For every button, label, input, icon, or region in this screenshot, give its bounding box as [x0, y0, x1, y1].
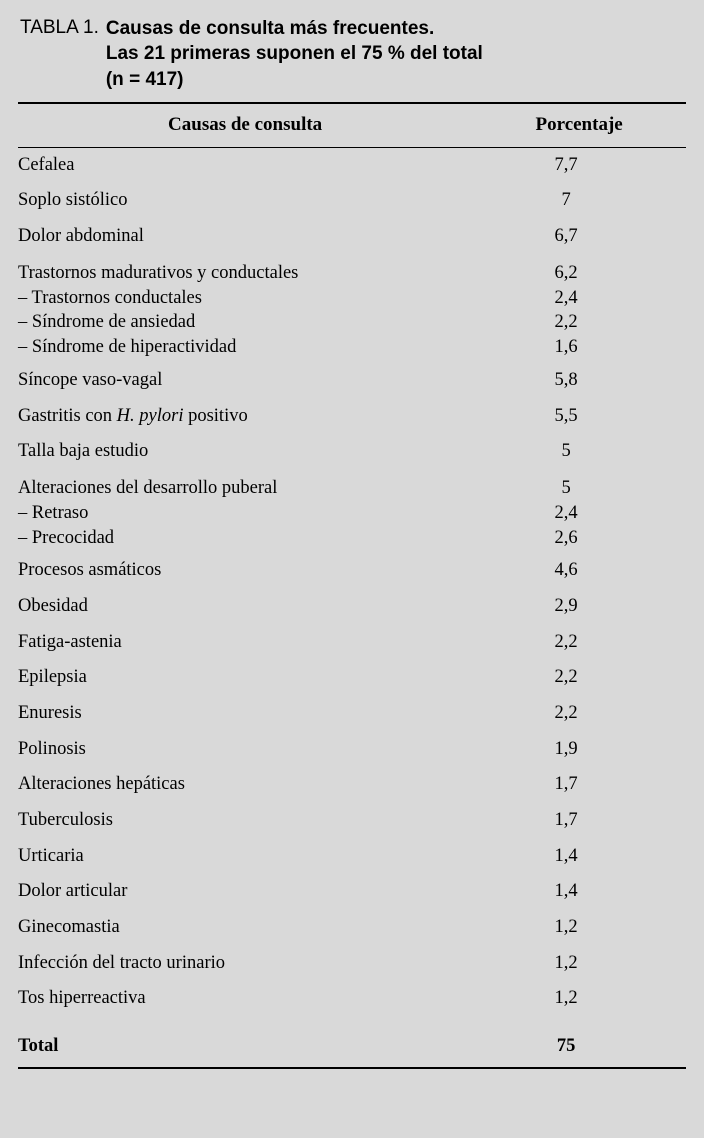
table-title-line-1: Causas de consulta más frecuentes. [105, 18, 435, 39]
cell-percent [472, 696, 686, 732]
cell-total-label: Total [18, 1036, 59, 1057]
cell-cause: Alteraciones hepáticas [18, 774, 185, 795]
percent-value: 1,4 [554, 845, 578, 866]
percent-value: 2,2 [554, 631, 578, 652]
percent-subvalue: 2,4 [554, 287, 578, 308]
table-row [18, 625, 686, 661]
percent-value: 7,7 [554, 154, 578, 175]
table-head [18, 104, 686, 148]
table-header-row [18, 104, 686, 148]
cell-percent [472, 219, 686, 255]
column-header-percent: Porcentaje [472, 104, 686, 148]
cell-percent [472, 803, 686, 839]
cell-cause: Polinosis [18, 738, 86, 759]
cause-main: Alteraciones del desarrollo puberal [18, 477, 278, 498]
cell-cause [18, 470, 472, 553]
cell-percent [472, 147, 686, 183]
percent-value: 2,2 [554, 667, 578, 688]
percent-value: 2,2 [554, 702, 578, 723]
cell-percent [472, 434, 686, 470]
table-row [18, 874, 686, 910]
cell-cause: Enuresis [18, 702, 82, 723]
table-caption [18, 14, 686, 98]
table-row [18, 839, 686, 875]
table-bottom-rule [18, 1067, 686, 1069]
cause-subitem: – Síndrome de hiperactividad [18, 337, 237, 358]
percent-value: 7 [561, 190, 571, 211]
cell-total-percent [472, 1029, 686, 1065]
cell-percent [472, 399, 686, 435]
table-row-group [18, 470, 686, 553]
table-row [18, 399, 686, 435]
table-row [18, 981, 686, 1017]
cell-cause: Dolor articular [18, 881, 128, 902]
cell-cause: Urticaria [18, 845, 84, 866]
table-row [18, 660, 686, 696]
cell-cause: Tuberculosis [18, 810, 113, 830]
cell-cause: Dolor abdominal [18, 226, 144, 247]
table-title [106, 16, 483, 92]
percent-value: 1,4 [554, 881, 578, 902]
percent-value: 6,2 [554, 262, 578, 283]
cell-percent [472, 470, 686, 553]
table-row [18, 147, 686, 183]
cause-subitem: – Retraso [18, 502, 89, 523]
cell-percent [472, 1017, 686, 1029]
percent-value: 4,6 [554, 560, 578, 581]
cell-cause: Cefalea [18, 154, 75, 175]
table-row [18, 553, 686, 589]
cell-percent [472, 732, 686, 768]
cell-cause [18, 1017, 472, 1029]
cell-percent [472, 946, 686, 982]
table-row [18, 434, 686, 470]
cell-cause [18, 255, 472, 363]
total-percent-value: 75 [556, 1036, 576, 1057]
cell-percent [472, 660, 686, 696]
percent-subvalue: 2,2 [554, 312, 578, 333]
cell-cause: Ginecomastia [18, 917, 120, 938]
percent-value: 5,8 [554, 369, 578, 390]
percent-value: 1,7 [554, 810, 578, 830]
cell-cause: Talla baja estudio [18, 441, 149, 462]
table-row [18, 696, 686, 732]
table-body [18, 147, 686, 1064]
percent-value: 6,7 [554, 226, 578, 247]
cause-main: Trastornos madurativos y conductales [18, 262, 299, 283]
percent-value: 1,2 [554, 952, 578, 973]
percent-value: 5,5 [554, 405, 578, 426]
cell-cause: Fatiga-astenia [18, 631, 122, 652]
table-total-row [18, 1029, 686, 1065]
percent-value: 2,9 [554, 595, 578, 616]
frequency-table [18, 104, 686, 1065]
table-row [18, 767, 686, 803]
percent-value: 1,9 [554, 738, 578, 759]
cell-percent [472, 981, 686, 1017]
table-number-label: TABLA 1. [20, 17, 99, 38]
table-row [18, 910, 686, 946]
table-row [18, 589, 686, 625]
cell-cause: Gastritis con H. pylori positivo [18, 405, 248, 426]
cell-percent [472, 183, 686, 219]
cell-percent [472, 363, 686, 399]
cell-percent [472, 625, 686, 661]
cell-cause: Obesidad [18, 595, 88, 616]
cell-cause: Epilepsia [18, 667, 87, 688]
table-row [18, 1017, 686, 1029]
cell-percent [472, 255, 686, 363]
cell-percent [472, 767, 686, 803]
table-title-line-3: (n = 417) [105, 68, 184, 90]
species-name: H. pylori [116, 405, 184, 426]
percent-value: 5 [561, 441, 571, 462]
cause-subitem: – Síndrome de ansiedad [18, 312, 196, 333]
table-row [18, 946, 686, 982]
cell-percent [472, 874, 686, 910]
cause-subitem: – Trastornos conductales [18, 287, 202, 308]
percent-value: 5 [561, 477, 571, 498]
cell-cause: Soplo sistólico [18, 190, 128, 211]
table-row-group [18, 255, 686, 363]
cell-percent [472, 910, 686, 946]
table-title-line-2: Las 21 primeras suponen el 75 % del total [105, 43, 483, 65]
percent-subvalue: 2,6 [554, 527, 578, 548]
percent-value: 1,2 [554, 988, 578, 1009]
percent-value: 1,7 [554, 774, 578, 795]
table-row [18, 363, 686, 399]
cell-cause: Síncope vaso-vagal [18, 369, 163, 390]
cause-subitem: – Precocidad [18, 527, 115, 548]
cell-percent [472, 553, 686, 589]
table-row [18, 219, 686, 255]
table-row [18, 732, 686, 768]
column-header-cause: Causas de consulta [18, 104, 472, 148]
cell-cause: Tos hiperreactiva [18, 988, 146, 1009]
percent-value: 1,2 [554, 917, 578, 938]
table-row [18, 183, 686, 219]
cell-percent [472, 839, 686, 875]
cell-percent [472, 589, 686, 625]
percent-subvalue: 1,6 [554, 337, 578, 358]
table-row [18, 803, 686, 839]
cell-cause: Infección del tracto urinario [18, 952, 225, 973]
percent-subvalue: 2,4 [554, 502, 578, 523]
cell-cause: Procesos asmáticos [18, 560, 162, 581]
